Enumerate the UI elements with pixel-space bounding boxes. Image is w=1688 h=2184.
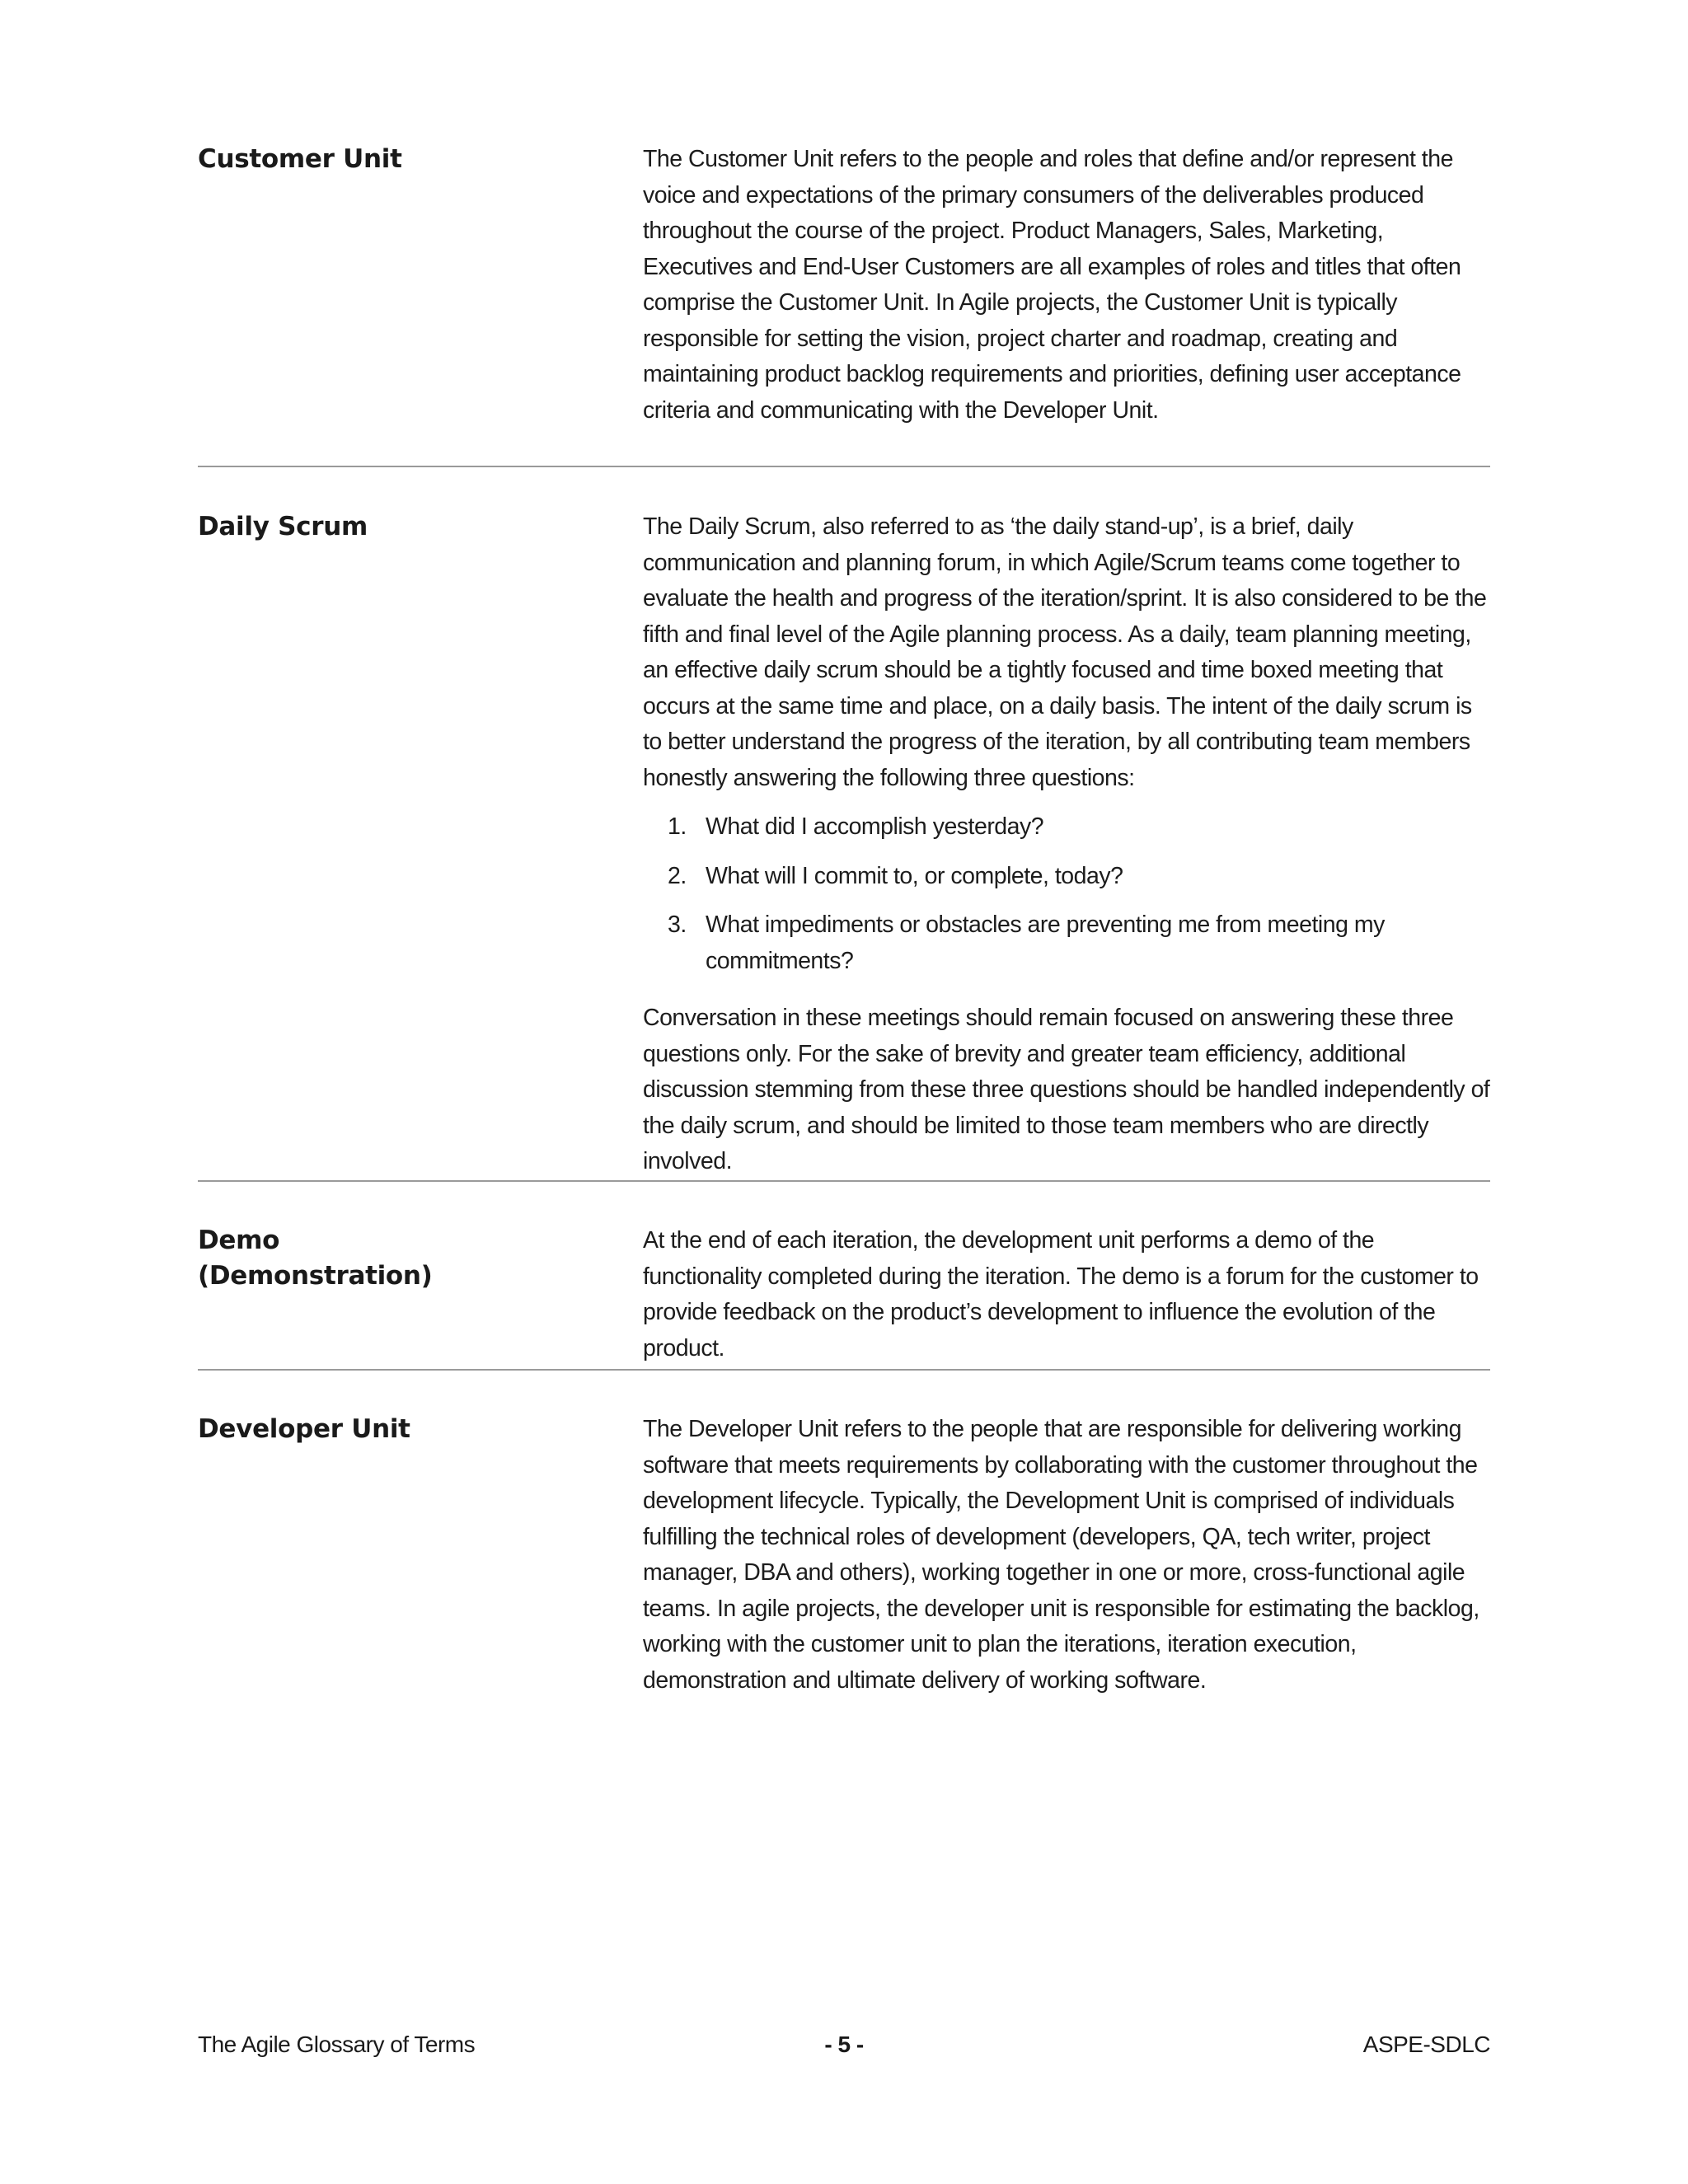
definition-paragraph: At the end of each iteration, the development unit performs a demo of the functionality completed during the iteration. The demo is a forum for the customer to provide feedback on the product’s development to influence the evolution of the product. — [643, 1227, 1479, 1361]
term-text: Demo — [198, 1226, 280, 1255]
glossary-definition — [643, 509, 1492, 1180]
definition-paragraph: Conversation in these meetings should remain focused on answering these three questions only. For the sake of brevity and greater team efficiency, additional discussion stemming from these three questions should be handled independently of the daily scrum, and should be limited to those team members who are directly involved. — [643, 1005, 1490, 1174]
glossary-term — [198, 509, 593, 545]
list-item-number: 3. — [668, 912, 687, 938]
glossary-term — [198, 1412, 593, 1447]
term-text: Customer Unit — [198, 144, 402, 174]
term-text: (Demonstration) — [198, 1261, 433, 1291]
section-divider — [198, 1369, 1490, 1371]
glossary-term — [198, 1223, 593, 1294]
list-item-text: What will I commit to, or complete, today? — [706, 862, 1123, 889]
list-item-text: What did I accomplish yesterday? — [706, 813, 1044, 840]
list-item-number: 2. — [668, 862, 687, 889]
list-item — [643, 809, 1492, 846]
glossary-definition — [643, 1223, 1492, 1366]
glossary-definition — [643, 1412, 1492, 1699]
footer-document-title: The Agile Glossary of Terms — [198, 2032, 476, 2057]
footer-publisher: ASPE-SDLC — [1362, 2032, 1490, 2057]
list-item — [643, 907, 1492, 979]
definition-paragraph: The Developer Unit refers to the people that are responsible for delivering working software that meets requirements by collaborating with the customer throughout the development lifecycle. Typically, the Development Unit is comprised of individuals fulfilling the technical roles of development (developers, QA, tech writer, project manager, DBA and others), working together in one or more, cross-functional agile teams. In agile projects, the developer unit is responsible for estimating the backlog, working with the customer unit to plan the iterations, iteration execution, demonstration and ultimate delivery of working software. — [643, 1416, 1479, 1694]
list-item — [643, 859, 1492, 895]
definition-paragraph: The Customer Unit refers to the people and roles that define and/or represent the voice and expectations of the primary consumers of the deliverables produced throughout the course of the project. Product Managers, Sales, Marketing, Executives and End-User Customers are all examples of roles and titles that often comprise the Customer Unit. In Agile projects, the Customer Unit is typically responsible for setting the vision, project charter and roadmap, creating and maintaining product backlog requirements and priorities, defining user acceptance criteria and communicating with the Developer Unit. — [643, 146, 1461, 424]
term-text: Developer Unit — [198, 1414, 410, 1444]
numbered-list — [643, 809, 1492, 979]
term-text: Daily Scrum — [198, 512, 368, 541]
glossary-term — [198, 142, 593, 177]
list-item-text: What impediments or obstacles are preventing me from meeting my commitments? — [706, 912, 1385, 974]
footer-page-number: - 5 - — [824, 2032, 864, 2057]
glossary-definition — [643, 142, 1492, 429]
section-divider — [198, 1180, 1490, 1182]
definition-paragraph: The Daily Scrum, also referred to as ‘the daily stand-up’, is a brief, daily communication and planning forum, in which Agile/Scrum teams come together to evaluate the health and progress of the iteration/sprint. It is also considered to be the fifth and final level of the Agile planning process. As a daily, team planning meeting, an effective daily scrum should be a tightly focused and time boxed meeting that occurs at the same time and place, on a daily basis. The intent of the daily scrum is to better understand the progress of the iteration, by all contributing team members honestly answering the following three questions: — [643, 513, 1487, 791]
section-divider — [198, 466, 1490, 467]
page-footer — [198, 2027, 1490, 2063]
list-item-number: 1. — [668, 813, 687, 840]
